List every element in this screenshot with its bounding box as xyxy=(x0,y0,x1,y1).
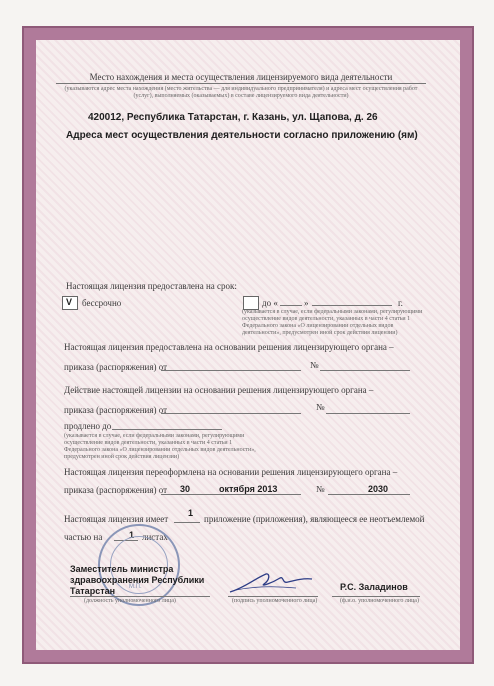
reissue-month-year: октября 2013 xyxy=(219,484,278,494)
signature-mark xyxy=(226,568,316,598)
name-hint: (ф.и.о. уполномоченного лица) xyxy=(340,598,419,604)
appendix-pages: 1 xyxy=(129,530,135,540)
basis-line2: приказа (распоряжения) от xyxy=(64,362,168,372)
indefinite-checkbox xyxy=(62,296,78,310)
indefinite-label: бессрочно xyxy=(82,298,122,308)
header-hint: (указываются адрес места нахождения (место жительства — для индивидуального предпринимателя) и адреса мест осуществления работ (услуг), выполняемых (оказываемых) в составе лицензируемого вида деятельности) xyxy=(64,86,418,99)
appendix-part-label: частью на xyxy=(64,532,103,542)
signer-position-line1: Заместитель министра xyxy=(70,564,174,574)
header-title: Место нахождения и места осуществления лицензируемого вида деятельности xyxy=(89,72,393,82)
signature-hint: (подпись уполномоченного лица) xyxy=(232,598,318,604)
term-note: (указывается в случае, если федеральными законами, регулирующими осуществление видов деятельности, указанных в части 4 статьи 1 Федерального закона «О лицензировании отдельных видов деятельности», предусмотрен иной срок действия лицензии) xyxy=(242,309,423,336)
reissue-number-label: № xyxy=(316,484,325,494)
until-label: до « xyxy=(262,298,278,308)
certificate-page xyxy=(36,40,460,650)
extension-line2: приказа (распоряжения) от xyxy=(64,405,168,415)
until-checkbox xyxy=(243,296,259,310)
addresses-note: Адреса мест осуществления деятельности согласно приложению (ям) xyxy=(66,130,418,141)
signer-name: Р.С. Заладинов xyxy=(340,582,408,592)
extension-line1: Действие настоящей лицензии на основании решения лицензирующего органа – xyxy=(64,385,374,395)
extension-note: (указывается в случае, если федеральными законами, регулирующими осуществление видов деятельности, указанных в части 4 статьи 1 Федерального закона «О лицензировании отдельных видов деятельности», предусмотрен иной срок действия лицензии) xyxy=(64,433,256,460)
reissue-line2: приказа (распоряжения) от xyxy=(64,485,168,495)
appendix-text-after: приложение (приложения), являющееся ее неотъемлемой xyxy=(204,514,425,524)
signer-position-line3: Татарстан xyxy=(70,586,116,596)
extension-number-label: № xyxy=(316,402,325,412)
term-label: Настоящая лицензия предоставлена на срок: xyxy=(66,281,237,291)
check-mark: V xyxy=(66,297,73,307)
position-hint: (должность уполномоченного лица) xyxy=(84,598,176,604)
until-year: г. xyxy=(398,298,403,308)
reissue-line1: Настоящая лицензия переоформлена на основании решения лицензирующего органа – xyxy=(64,467,398,477)
appendix-count: 1 xyxy=(188,508,194,518)
stamp-label: М.П. xyxy=(129,584,142,590)
until-mid: » xyxy=(304,298,309,308)
appendix-pages-label: листах xyxy=(142,532,168,542)
extension-extended-label: продлено до xyxy=(64,421,112,431)
signer-position-line2: здравоохранения Республики xyxy=(70,575,205,585)
basis-number-label: № xyxy=(310,360,319,370)
reissue-number: 2030 xyxy=(368,484,389,494)
licensee-address: 420012, Республика Татарстан, г. Казань, ул. Щапова, д. 26 xyxy=(88,112,378,123)
basis-line1: Настоящая лицензия предоставлена на основании решения лицензирующего органа – xyxy=(64,342,394,352)
appendix-text-before: Настоящая лицензия имеет xyxy=(64,514,169,524)
reissue-day: 30 xyxy=(180,484,191,494)
